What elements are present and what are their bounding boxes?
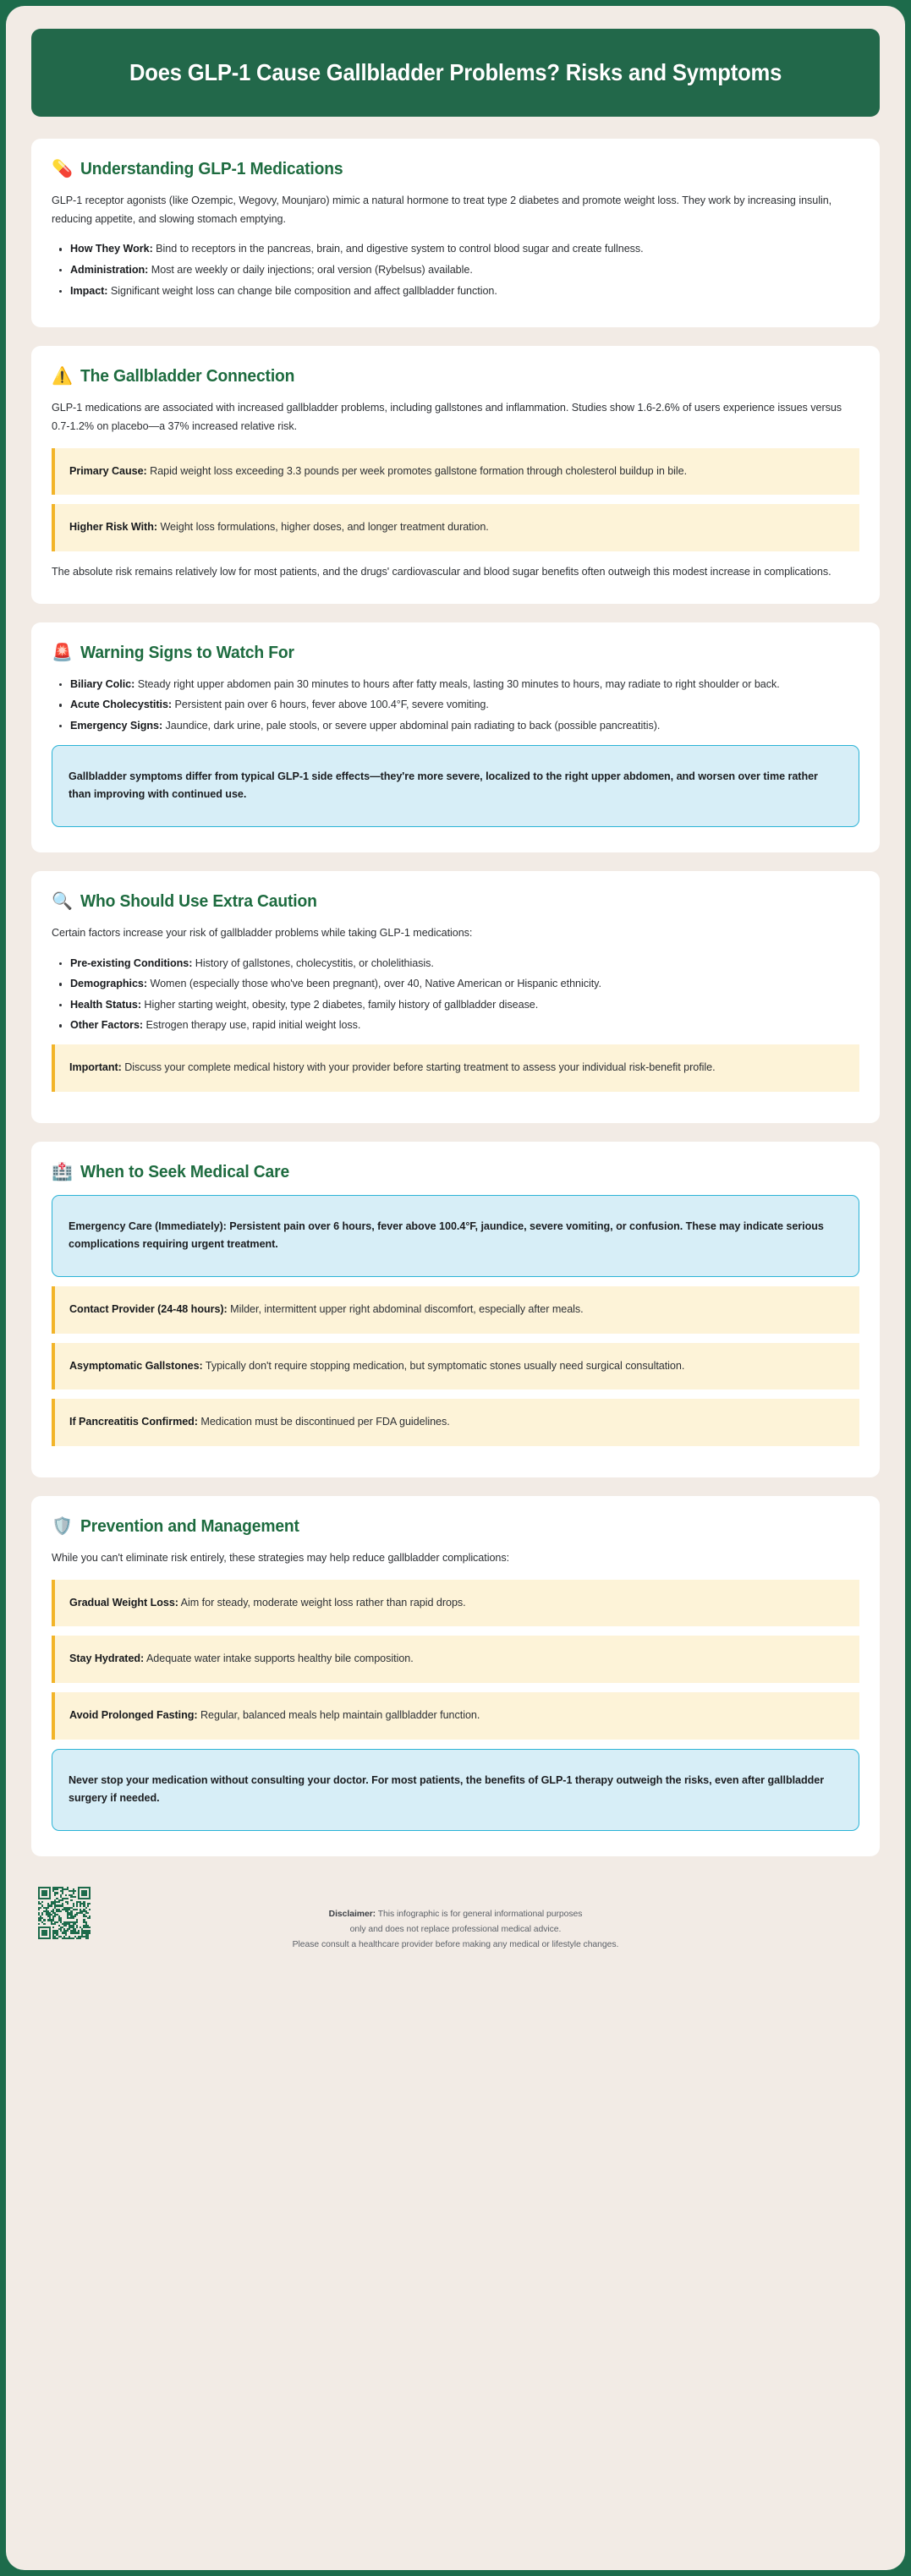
list-item-text: Most are weekly or daily injections; oral version (Rybelsus) available. (148, 263, 473, 276)
page-title: Does GLP-1 Cause Gallbladder Problems? Risks and Symptoms (129, 59, 782, 85)
section-card (31, 871, 880, 1123)
callout-text: Adequate water intake supports healthy bile composition. (144, 1652, 414, 1665)
section-intro: While you can't eliminate risk entirely, these strategies may help reduce gallbladder complications: (52, 1552, 510, 1565)
section-card (31, 1496, 880, 1856)
section-header (52, 159, 859, 179)
section-title: When to Seek Medical Care (80, 1161, 289, 1181)
footer (31, 1875, 880, 1983)
section-card (31, 1142, 880, 1477)
callout-label: If Pancreatitis Confirmed: (69, 1416, 198, 1428)
callout-info-box (52, 1195, 859, 1277)
list-item-label: Health Status: (70, 998, 141, 1011)
section-header (52, 643, 859, 663)
callout-text: Discuss your complete medical history with your provider before starting treatment to assess your individual risk-benefit profile. (121, 1061, 716, 1074)
callout-note-box (52, 504, 859, 551)
disclaimer-line-3: Please consult a healthcare provider before making any medical or lifestyle changes. (292, 1939, 619, 1949)
list-item-label: Other Factors: (70, 1019, 144, 1032)
content-wrapper (6, 6, 905, 1983)
callout-label: Important: (69, 1061, 122, 1074)
infographic-sheet (6, 6, 905, 2570)
bullet-list (52, 955, 859, 1036)
section-outro: The absolute risk remains relatively low for most patients, and the drugs' cardiovascular and blood sugar benefits often outweigh this modest increase in complications. (52, 565, 831, 578)
list-item-label: How They Work: (70, 243, 153, 255)
list-item-label: Pre-existing Conditions: (70, 956, 193, 969)
callout-note-box (52, 1580, 859, 1627)
callout-text: Medication must be discontinued per FDA guidelines. (197, 1416, 450, 1428)
section-intro: GLP-1 medications are associated with increased gallbladder problems, including gallstones and inflammation. Studies show 1.6-2.6% of users experience issues versus 0.7-1.2% on placebo—a 37% increased relative risk. (52, 402, 842, 432)
list-item-text: History of gallstones, cholecystitis, or cholelithiasis. (192, 956, 434, 969)
hospital-icon: 🏥 (52, 1162, 73, 1181)
list-item-text: Jaundice, dark urine, pale stools, or severe upper abdominal pain radiating to back (possible pancreatitis). (162, 719, 661, 732)
bullet-list (52, 676, 859, 736)
shield-icon: 🛡️ (52, 1517, 73, 1537)
list-item (70, 996, 859, 1015)
list-item (70, 1017, 859, 1035)
list-item-text: Estrogen therapy use, rapid initial weight loss. (143, 1019, 361, 1032)
list-item-label: Emergency Signs: (70, 719, 163, 732)
callout-note-box (52, 448, 859, 496)
list-item-text: Persistent pain over 6 hours, fever above 100.4°F, severe vomiting. (172, 699, 489, 711)
list-item (70, 975, 859, 994)
callout-note-box (52, 1399, 859, 1446)
warning-triangle-icon: ⚠️ (52, 367, 73, 386)
callout-info-box (52, 745, 859, 827)
list-item-text: Higher starting weight, obesity, type 2 diabetes, family history of gallbladder disease. (140, 998, 539, 1011)
section-header (52, 366, 859, 386)
callout-label: Asymptomatic Gallstones: (69, 1359, 203, 1372)
disclaimer-label: Disclaimer: (328, 1910, 376, 1919)
section-title: Understanding GLP-1 Medications (80, 159, 343, 178)
callout-text: Weight loss formulations, higher doses, and longer treatment duration. (157, 521, 489, 534)
section-header (52, 891, 859, 912)
section-title: Warning Signs to Watch For (80, 642, 294, 662)
list-item-label: Administration: (70, 263, 149, 276)
list-item (70, 955, 859, 973)
list-item-text: Women (especially those who've been pregnant), over 40, Native American or Hispanic ethnicity. (147, 978, 601, 990)
section-card (31, 622, 880, 852)
section-header (52, 1162, 859, 1182)
callout-text: Aim for steady, moderate weight loss rather than rapid drops. (178, 1596, 466, 1609)
callout-note-box (52, 1343, 859, 1390)
qr-module (89, 1937, 91, 1939)
callout-note-box (52, 1286, 859, 1334)
callout-label: Primary Cause: (69, 464, 147, 477)
list-item-text: Steady right upper abdomen pain 30 minutes to hours after fatty meals, lasting 30 minutes to hours, may radiate to right shoulder or back. (134, 677, 780, 690)
callout-label: Stay Hydrated: (69, 1652, 145, 1665)
disclaimer-text (57, 1888, 854, 1953)
disclaimer-line-1 (57, 1907, 854, 1922)
section-title: Who Should Use Extra Caution (80, 891, 317, 911)
callout-note-box (52, 1692, 859, 1740)
list-item (70, 240, 859, 259)
list-item (70, 696, 859, 715)
list-item-label: Demographics: (70, 978, 148, 990)
list-item-text: Significant weight loss can change bile composition and affect gallbladder function. (107, 284, 497, 297)
list-item-text: Bind to receptors in the pancreas, brain, and digestive system to control blood sugar and create fullness. (152, 243, 644, 255)
callout-label: Avoid Prolonged Fasting: (69, 1709, 198, 1722)
section-title: The Gallbladder Connection (80, 366, 295, 386)
section-title: Prevention and Management (80, 1516, 299, 1537)
list-item (70, 282, 859, 301)
disclaimer-line-1-text: This infographic is for general informational purposes (376, 1910, 583, 1919)
section-card (31, 346, 880, 603)
header-banner (31, 29, 880, 117)
list-item (70, 717, 859, 736)
list-item-label: Impact: (70, 284, 108, 297)
disclaimer-line-2: only and does not replace professional medical advice. (349, 1924, 562, 1934)
list-item (70, 676, 859, 694)
callout-text: Regular, balanced meals help maintain gallbladder function. (197, 1709, 480, 1722)
callout-label: Higher Risk With: (69, 521, 157, 534)
callout-note-box (52, 1636, 859, 1683)
callout-text: Rapid weight loss exceeding 3.3 pounds per week promotes gallstone formation through cholesterol buildup in bile. (146, 464, 688, 477)
callout-text: Gallbladder symptoms differ from typical GLP-1 side effects—they're more severe, localized to the right upper abdomen, and worsen over time rather than improving with continued use. (69, 770, 818, 801)
callout-info-box (52, 1749, 859, 1831)
magnifying-glass-icon: 🔍 (52, 891, 73, 911)
callout-text: Milder, intermittent upper right abdominal discomfort, especially after meals. (227, 1303, 584, 1316)
callout-note-box (52, 1044, 859, 1092)
callout-text: Never stop your medication without consulting your doctor. For most patients, the benefits of GLP-1 therapy outweigh the risks, even after gallbladder surgery if needed. (69, 1773, 825, 1805)
callout-label: Gradual Weight Loss: (69, 1596, 178, 1609)
list-item (70, 261, 859, 280)
section-intro: GLP-1 receptor agonists (like Ozempic, Wegovy, Mounjaro) mimic a natural hormone to treat type 2 diabetes and promote weight loss. They work by increasing insulin, reducing appetite, and slowing stomach emptying. (52, 195, 832, 225)
rotating-light-icon: 🚨 (52, 643, 73, 662)
sections-container (31, 139, 880, 1856)
callout-label: Contact Provider (24-48 hours): (69, 1303, 228, 1316)
list-item-label: Biliary Colic: (70, 677, 135, 690)
list-item-label: Acute Cholecystitis: (70, 699, 173, 711)
section-card (31, 139, 880, 327)
bullet-list (52, 240, 859, 300)
section-intro: Certain factors increase your risk of gallbladder problems while taking GLP-1 medications: (52, 926, 473, 939)
qr-code-icon[interactable] (38, 1887, 91, 1939)
callout-text: Emergency Care (Immediately): Persistent pain over 6 hours, fever above 100.4°F, jaundice, severe vomiting, or confusion. These may indicate serious complications requiring urgent treatment. (69, 1219, 824, 1251)
callout-text: Typically don't require stopping medication, but symptomatic stones usually need surgical consultation. (202, 1359, 685, 1372)
section-header (52, 1516, 859, 1537)
pill-icon: 💊 (52, 160, 73, 178)
